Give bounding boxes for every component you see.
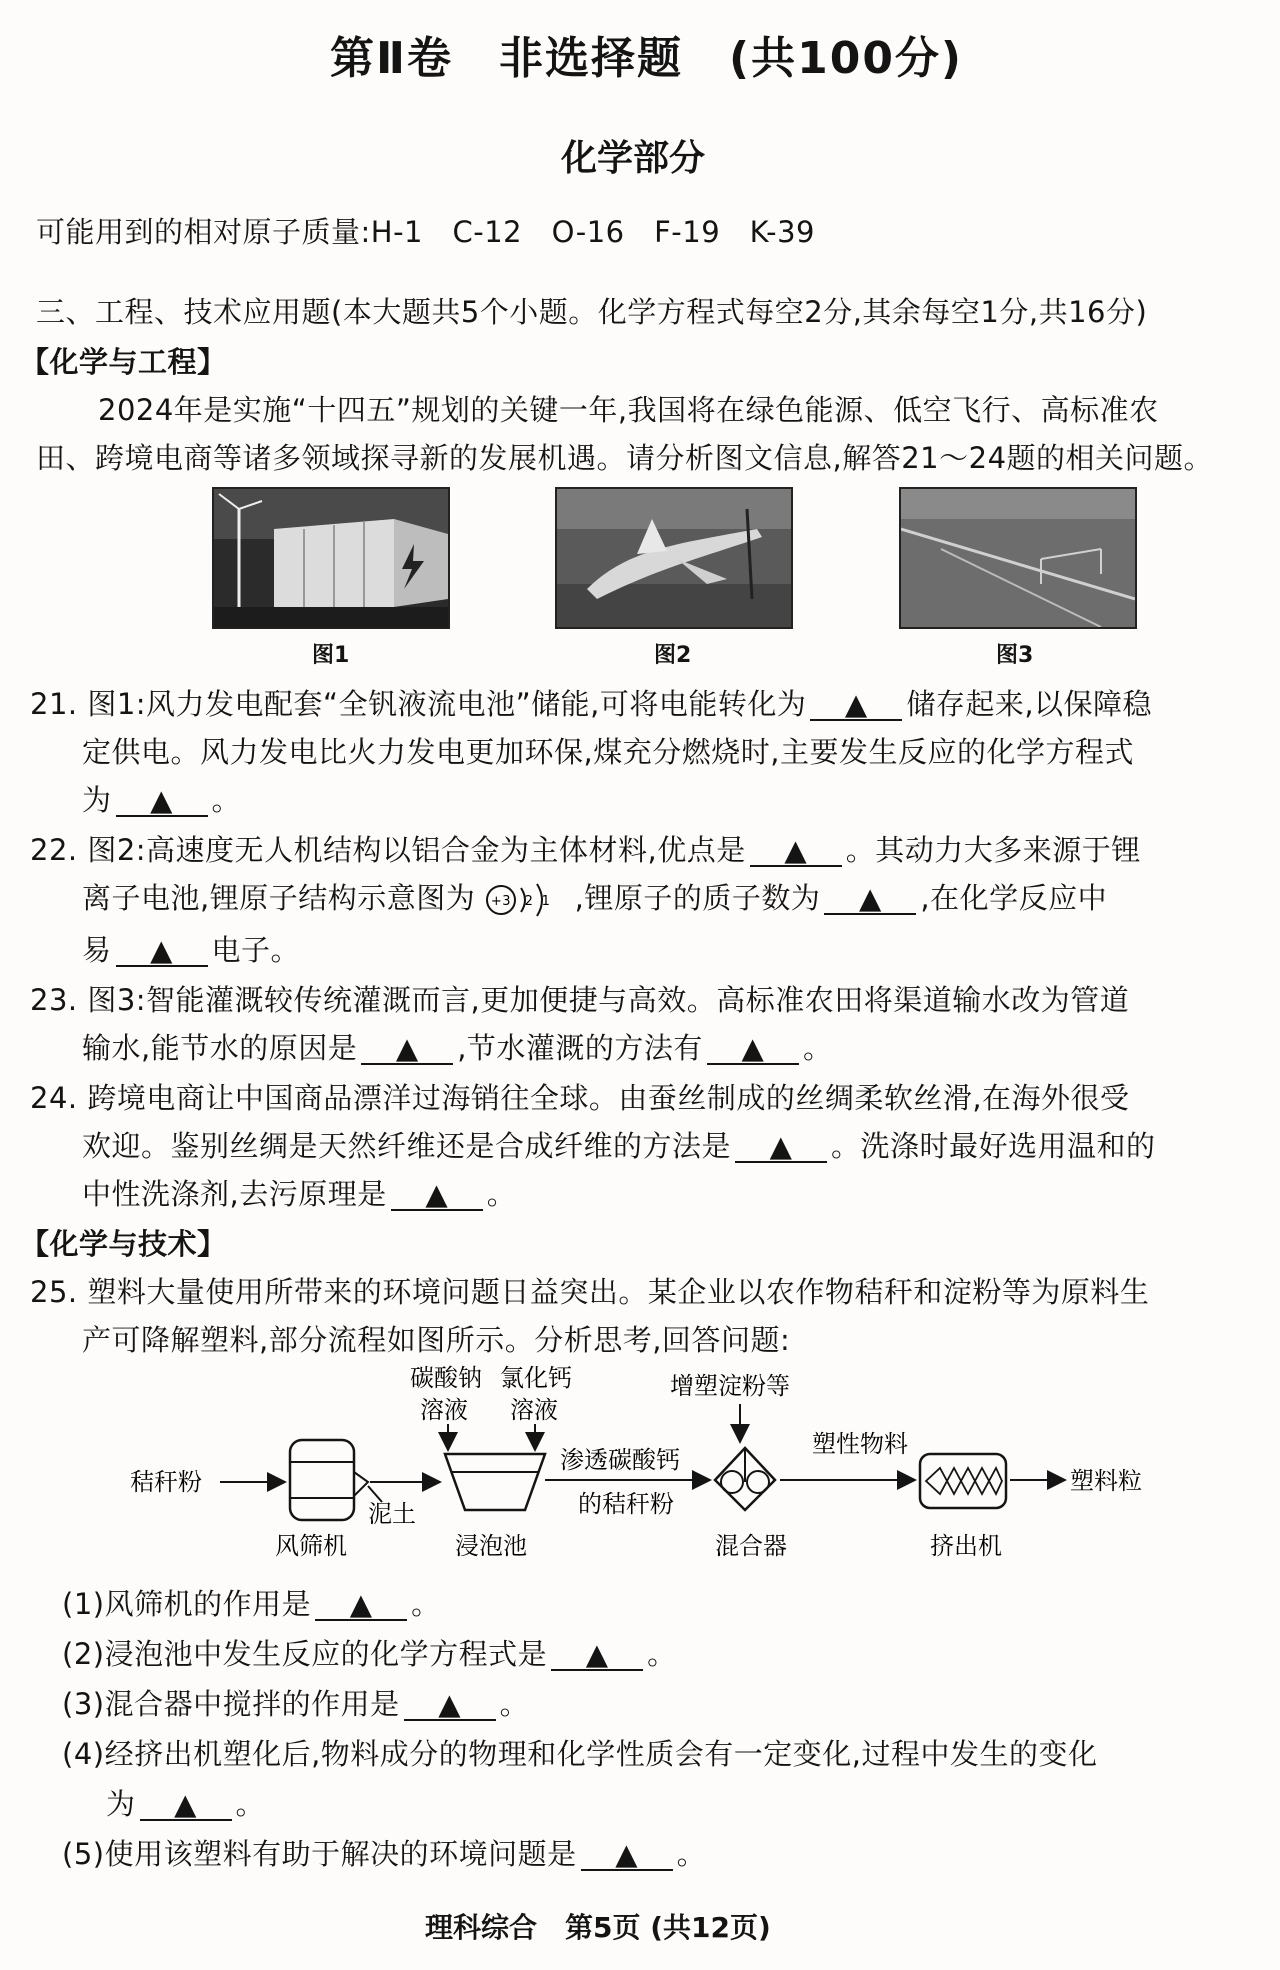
mixer-unit	[715, 1448, 775, 1510]
flow-mid-line-1: 渗透碳酸钙	[560, 1446, 680, 1474]
intro-line-1: 2024年是实施“十四五”规划的关键一年,我国将在绿色能源、低空飞行、高标准农	[98, 393, 1159, 427]
q23-line-2: 输水,能节水的原因是 ▲ ,节水灌溉的方法有 ▲ 。	[82, 1031, 833, 1065]
q25-blank-1[interactable]: ▲	[315, 1589, 407, 1621]
figure-1-photo	[212, 487, 450, 629]
reagent-1-line-1: 碳酸钠	[410, 1364, 482, 1392]
q22-blank-3[interactable]: ▲	[116, 935, 208, 967]
q21-line-2: 定供电。风力发电比火力发电更加环保,煤充分燃烧时,主要发生反应的化学方程式	[82, 735, 1134, 769]
figure-2-caption: 图2	[654, 643, 692, 668]
q25-line-1: 25. 塑料大量使用所带来的环境问题日益突出。某企业以农作物秸秆和淀粉等为原料生	[30, 1275, 1150, 1309]
q25-blank-2[interactable]: ▲	[551, 1639, 643, 1671]
figure-1-caption: 图1	[312, 643, 350, 668]
q25-blank-4[interactable]: ▲	[140, 1789, 232, 1821]
q25-sub-2: (2)浸泡池中发生反应的化学方程式是 ▲ 。	[62, 1637, 677, 1671]
q25-sub-4-line-1: (4)经挤出机塑化后,物料成分的物理和化学性质会有一定变化,过程中发生的变化	[62, 1737, 1098, 1771]
flow-additive-label: 增塑淀粉等	[670, 1372, 790, 1400]
flow-input-label: 秸秆粉	[130, 1468, 202, 1496]
q23-blank-2[interactable]: ▲	[707, 1033, 799, 1065]
wind-battery-illustration	[214, 489, 448, 627]
irrigation-field-illustration	[901, 489, 1135, 627]
q25-sub-3: (3)混合器中搅拌的作用是 ▲ 。	[62, 1687, 530, 1721]
q22-blank-1[interactable]: ▲	[750, 835, 842, 867]
lithium-atom-structure-diagram	[485, 880, 565, 920]
page-footer: 理科综合 第5页 (共12页)	[425, 1911, 771, 1944]
drone-illustration	[557, 489, 791, 627]
q25-sub-4-line-2: 为 ▲ 。	[106, 1787, 266, 1821]
q25-blank-3[interactable]: ▲	[404, 1689, 496, 1721]
flow-waste-label: 泥土	[368, 1500, 416, 1528]
q23-line-1: 23. 图3:智能灌溉较传统灌溉而言,更加便捷与高效。高标准农田将渠道输水改为管道	[30, 983, 1130, 1017]
part3-heading: 三、工程、技术应用题(本大题共5个小题。化学方程式每空2分,其余每空1分,共16分)	[36, 295, 1148, 329]
q22-line-2: 离子电池,锂原子结构示意图为 +3 2 1 ,锂原子的质子数为 ▲ ,在化学反应中	[82, 876, 1107, 920]
q24-line-1: 24. 跨境电商让中国商品漂洋过海销往全球。由蚕丝制成的丝绸柔软丝滑,在海外很受	[30, 1081, 1130, 1115]
q21-line-3: 为 ▲ 。	[82, 783, 242, 817]
reagent-2-line-1: 氯化钙	[500, 1364, 572, 1392]
flow-mid-line-2: 的秸秆粉	[578, 1490, 674, 1518]
figure-3-caption: 图3	[996, 643, 1034, 668]
q24-line-2: 欢迎。鉴别丝绸是天然纤维还是合成纤维的方法是 ▲ 。洗涤时最好选用温和的	[82, 1129, 1156, 1163]
intro-line-2: 田、跨境电商等诸多领域探寻新的发展机遇。请分析图文信息,解答21～24题的相关问题。	[36, 441, 1214, 475]
q24-blank-1[interactable]: ▲	[735, 1131, 827, 1163]
q22-blank-2[interactable]: ▲	[824, 883, 916, 915]
shell-2-electrons: 1	[541, 894, 551, 909]
nucleus-charge: +3	[490, 894, 512, 909]
shell-1-electrons: 2	[524, 894, 534, 909]
figure-3-photo	[899, 487, 1137, 629]
wind-sieve-unit	[290, 1440, 368, 1520]
q22-line-3: 易 ▲ 电子。	[82, 933, 301, 967]
paper-title: 第Ⅱ卷 非选择题 (共100分)	[330, 33, 964, 84]
q25-sub-1: (1)风筛机的作用是 ▲ 。	[62, 1587, 441, 1621]
atomic-masses: 可能用到的相对原子质量:H-1 C-12 O-16 F-19 K-39	[36, 215, 815, 249]
unit-mixer-label: 混合器	[715, 1532, 787, 1560]
unit-soaking-tank-label: 浸泡池	[455, 1532, 527, 1560]
extruder-unit	[920, 1454, 1006, 1508]
flow-plastic-material-label: 塑性物料	[812, 1430, 908, 1458]
soaking-tank-unit	[445, 1454, 545, 1510]
figure-2-photo	[555, 487, 793, 629]
q25-line-2: 产可降解塑料,部分流程如图所示。分析思考,回答问题:	[82, 1323, 791, 1357]
q24-blank-2[interactable]: ▲	[391, 1179, 483, 1211]
q21-line-1: 21. 图1:风力发电配套“全钒液流电池”储能,可将电能转化为 ▲ 储存起来,以保障稳	[30, 687, 1153, 721]
reagent-2-line-2: 溶液	[510, 1396, 558, 1424]
q24-line-3: 中性洗涤剂,去污原理是 ▲ 。	[82, 1177, 517, 1211]
q21-blank-2[interactable]: ▲	[116, 785, 208, 817]
section-title: 化学部分	[561, 138, 706, 179]
unit-wind-sieve-label: 风筛机	[275, 1532, 347, 1560]
technology-label: 【化学与技术】	[20, 1227, 227, 1261]
engineering-label: 【化学与工程】	[20, 345, 227, 379]
process-flow-diagram	[100, 1362, 1200, 1562]
q22-line-1: 22. 图2:高速度无人机结构以铝合金为主体材料,优点是 ▲ 。其动力大多来源于锂	[30, 833, 1141, 867]
flow-output-label: 塑料粒	[1070, 1467, 1142, 1495]
q23-blank-1[interactable]: ▲	[361, 1033, 453, 1065]
q25-blank-5[interactable]: ▲	[581, 1839, 673, 1871]
q21-blank-1[interactable]: ▲	[810, 689, 902, 721]
unit-extruder-label: 挤出机	[930, 1532, 1002, 1560]
q25-sub-5: (5)使用该塑料有助于解决的环境问题是 ▲ 。	[62, 1837, 707, 1871]
reagent-1-line-2: 溶液	[420, 1396, 468, 1424]
